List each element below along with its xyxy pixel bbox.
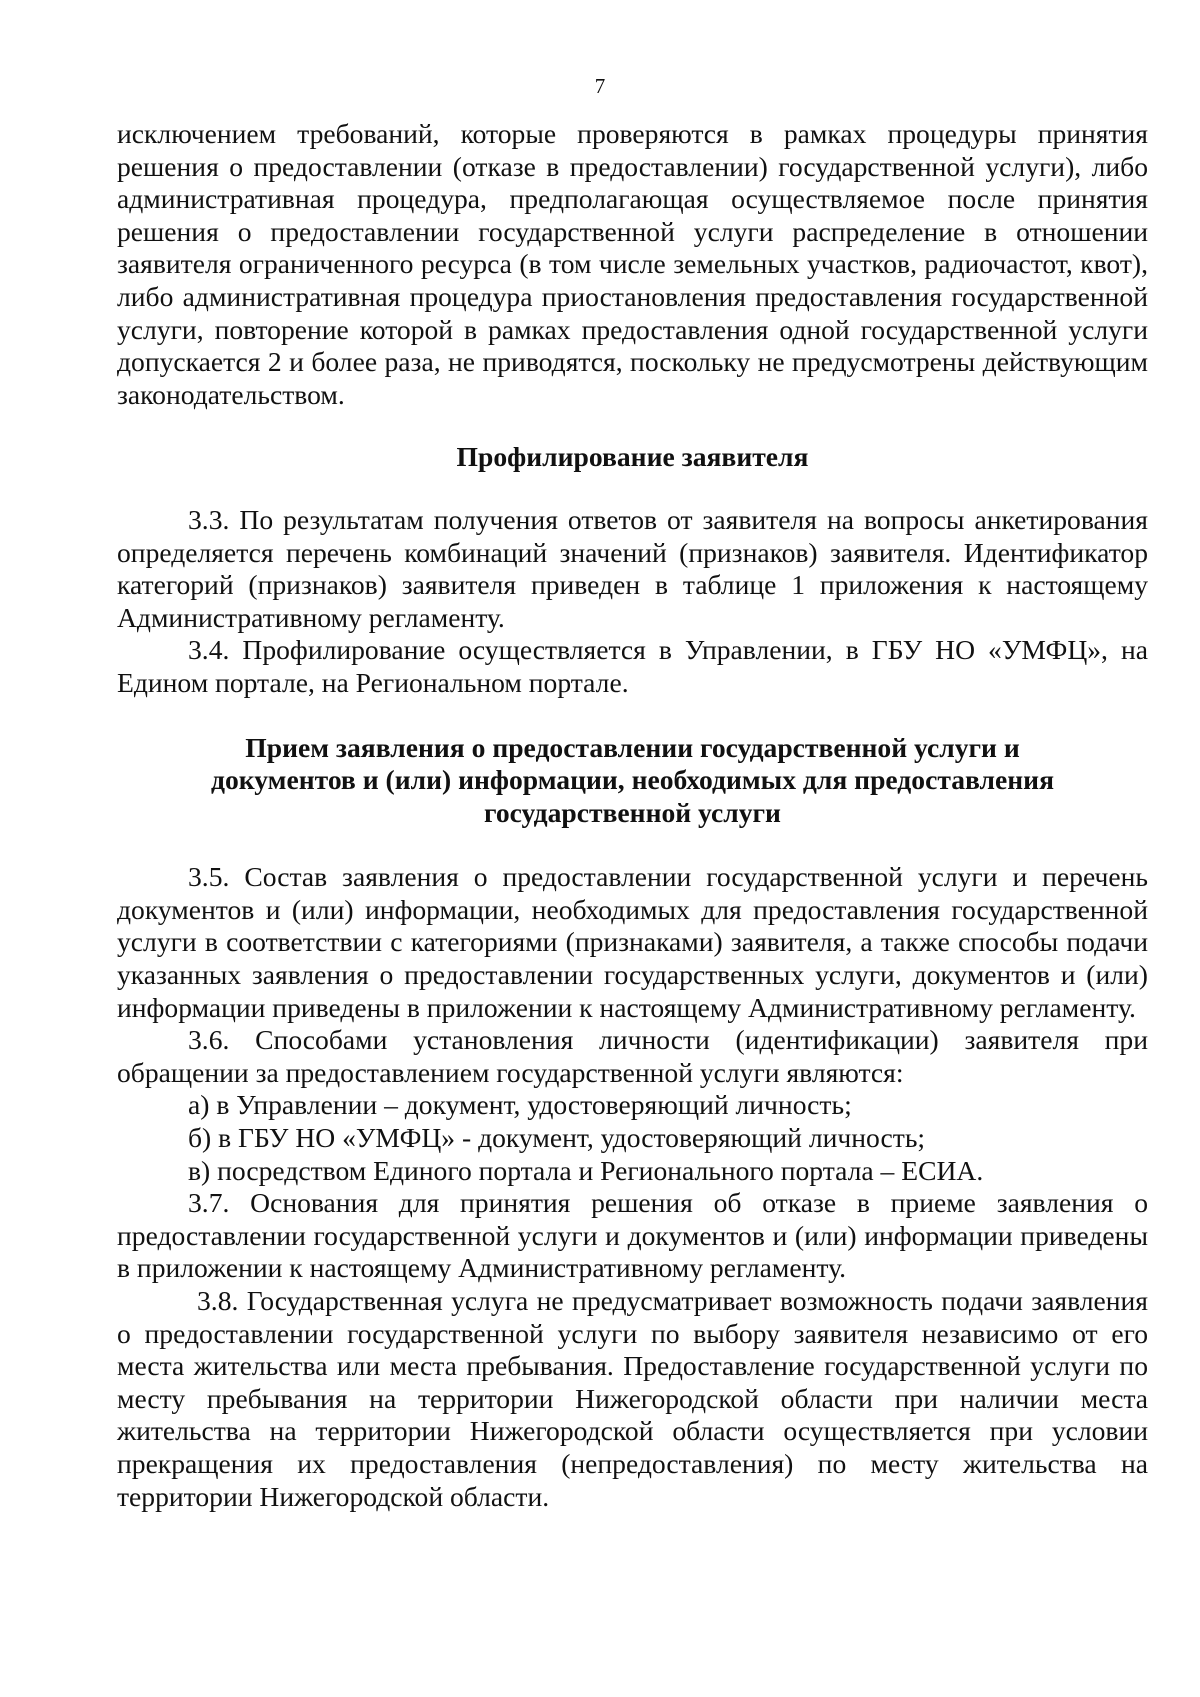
paragraph-3-4: 3.4. Профилирование осуществляется в Управлении, в ГБУ НО «УМФЦ», на Едином портале, на Региональном портале. [117, 634, 1148, 698]
heading-line: государственной услуги [484, 796, 781, 828]
section-heading-profiling: Профилирование заявителя [456, 441, 809, 473]
paragraph-3-6: 3.6. Способами установления личности (идентификации) заявителя при обращении за предоставлением государственной услуги являются: [117, 1024, 1148, 1088]
spacer [117, 700, 1148, 732]
spacer [117, 474, 1148, 504]
list-item-c: в) посредством Единого портала и Регионального портала – ЕСИА. [188, 1154, 984, 1186]
paragraph-3-8: 3.8. Государственная услуга не предусматривает возможность подачи заявления о предоставлении государственной услуги по выбору заявителя независимо от его места жительства или места пребывания. Предоставление государственной услуги по месту пребывания на территории Нижегородской области при наличии места жительства на территории Нижегородской области осуществляется при условии прекращения их предоставления (непредоставления) по месту жительства на территории Нижегородской области. [117, 1285, 1148, 1512]
spacer [117, 411, 1148, 441]
list-item-a: а) в Управлении – документ, удостоверяющий личность; [188, 1089, 852, 1121]
heading-line: документов и (или) информации, необходимых для предоставления [210, 764, 1054, 796]
paragraph-3-7: 3.7. Основания для принятия решения об отказе в приеме заявления о предоставлении государственной услуги и документов и (или) информации приведены в приложении к настоящему Административному регламенту. [117, 1187, 1148, 1284]
paragraph-3-3: 3.3. По результатам получения ответов от заявителя на вопросы анкетирования определяется перечень комбинаций значений (признаков) заявителя. Идентификатор категорий (признаков) заявителя приведен в таблице 1 приложения к настоящему Административному регламенту. [117, 503, 1148, 633]
spacer [117, 829, 1148, 861]
page-number: 7 [594, 74, 606, 98]
document-body [117, 118, 1148, 1513]
section-heading-reception [117, 732, 1148, 830]
list-item-b: б) в ГБУ НО «УМФЦ» - документ, удостоверяющий личность; [188, 1122, 926, 1154]
paragraph-intro: исключением требований, которые проверяются в рамках процедуры принятия решения о предоставлении (отказе в предоставлении) государственной услуги), либо административная процедура, предполагающая осуществляемое после принятия решения о предоставлении государственной услуги распределение в отношении заявителя ограниченного ресурса (в том числе земельных участков, радиочастот, квот), либо административная процедура приостановления предоставления государственной услуги, повторение которой в рамках предоставления одной государственной услуги допускается 2 и более раза, не приводятся, поскольку не предусмотрены действующим законодательством. [117, 118, 1148, 410]
paragraph-3-5: 3.5. Состав заявления о предоставлении государственной услуги и перечень документов и (или) информации, необходимых для предоставления государственной услуги в соответствии с категориями (признаками) заявителя, а также способы подачи указанных заявления о предоставлении государственных услуги, документов и (или) информации приведены в приложении к настоящему Административному регламенту. [117, 861, 1148, 1023]
heading-line: Прием заявления о предоставлении государственной услуги и [245, 731, 1020, 763]
